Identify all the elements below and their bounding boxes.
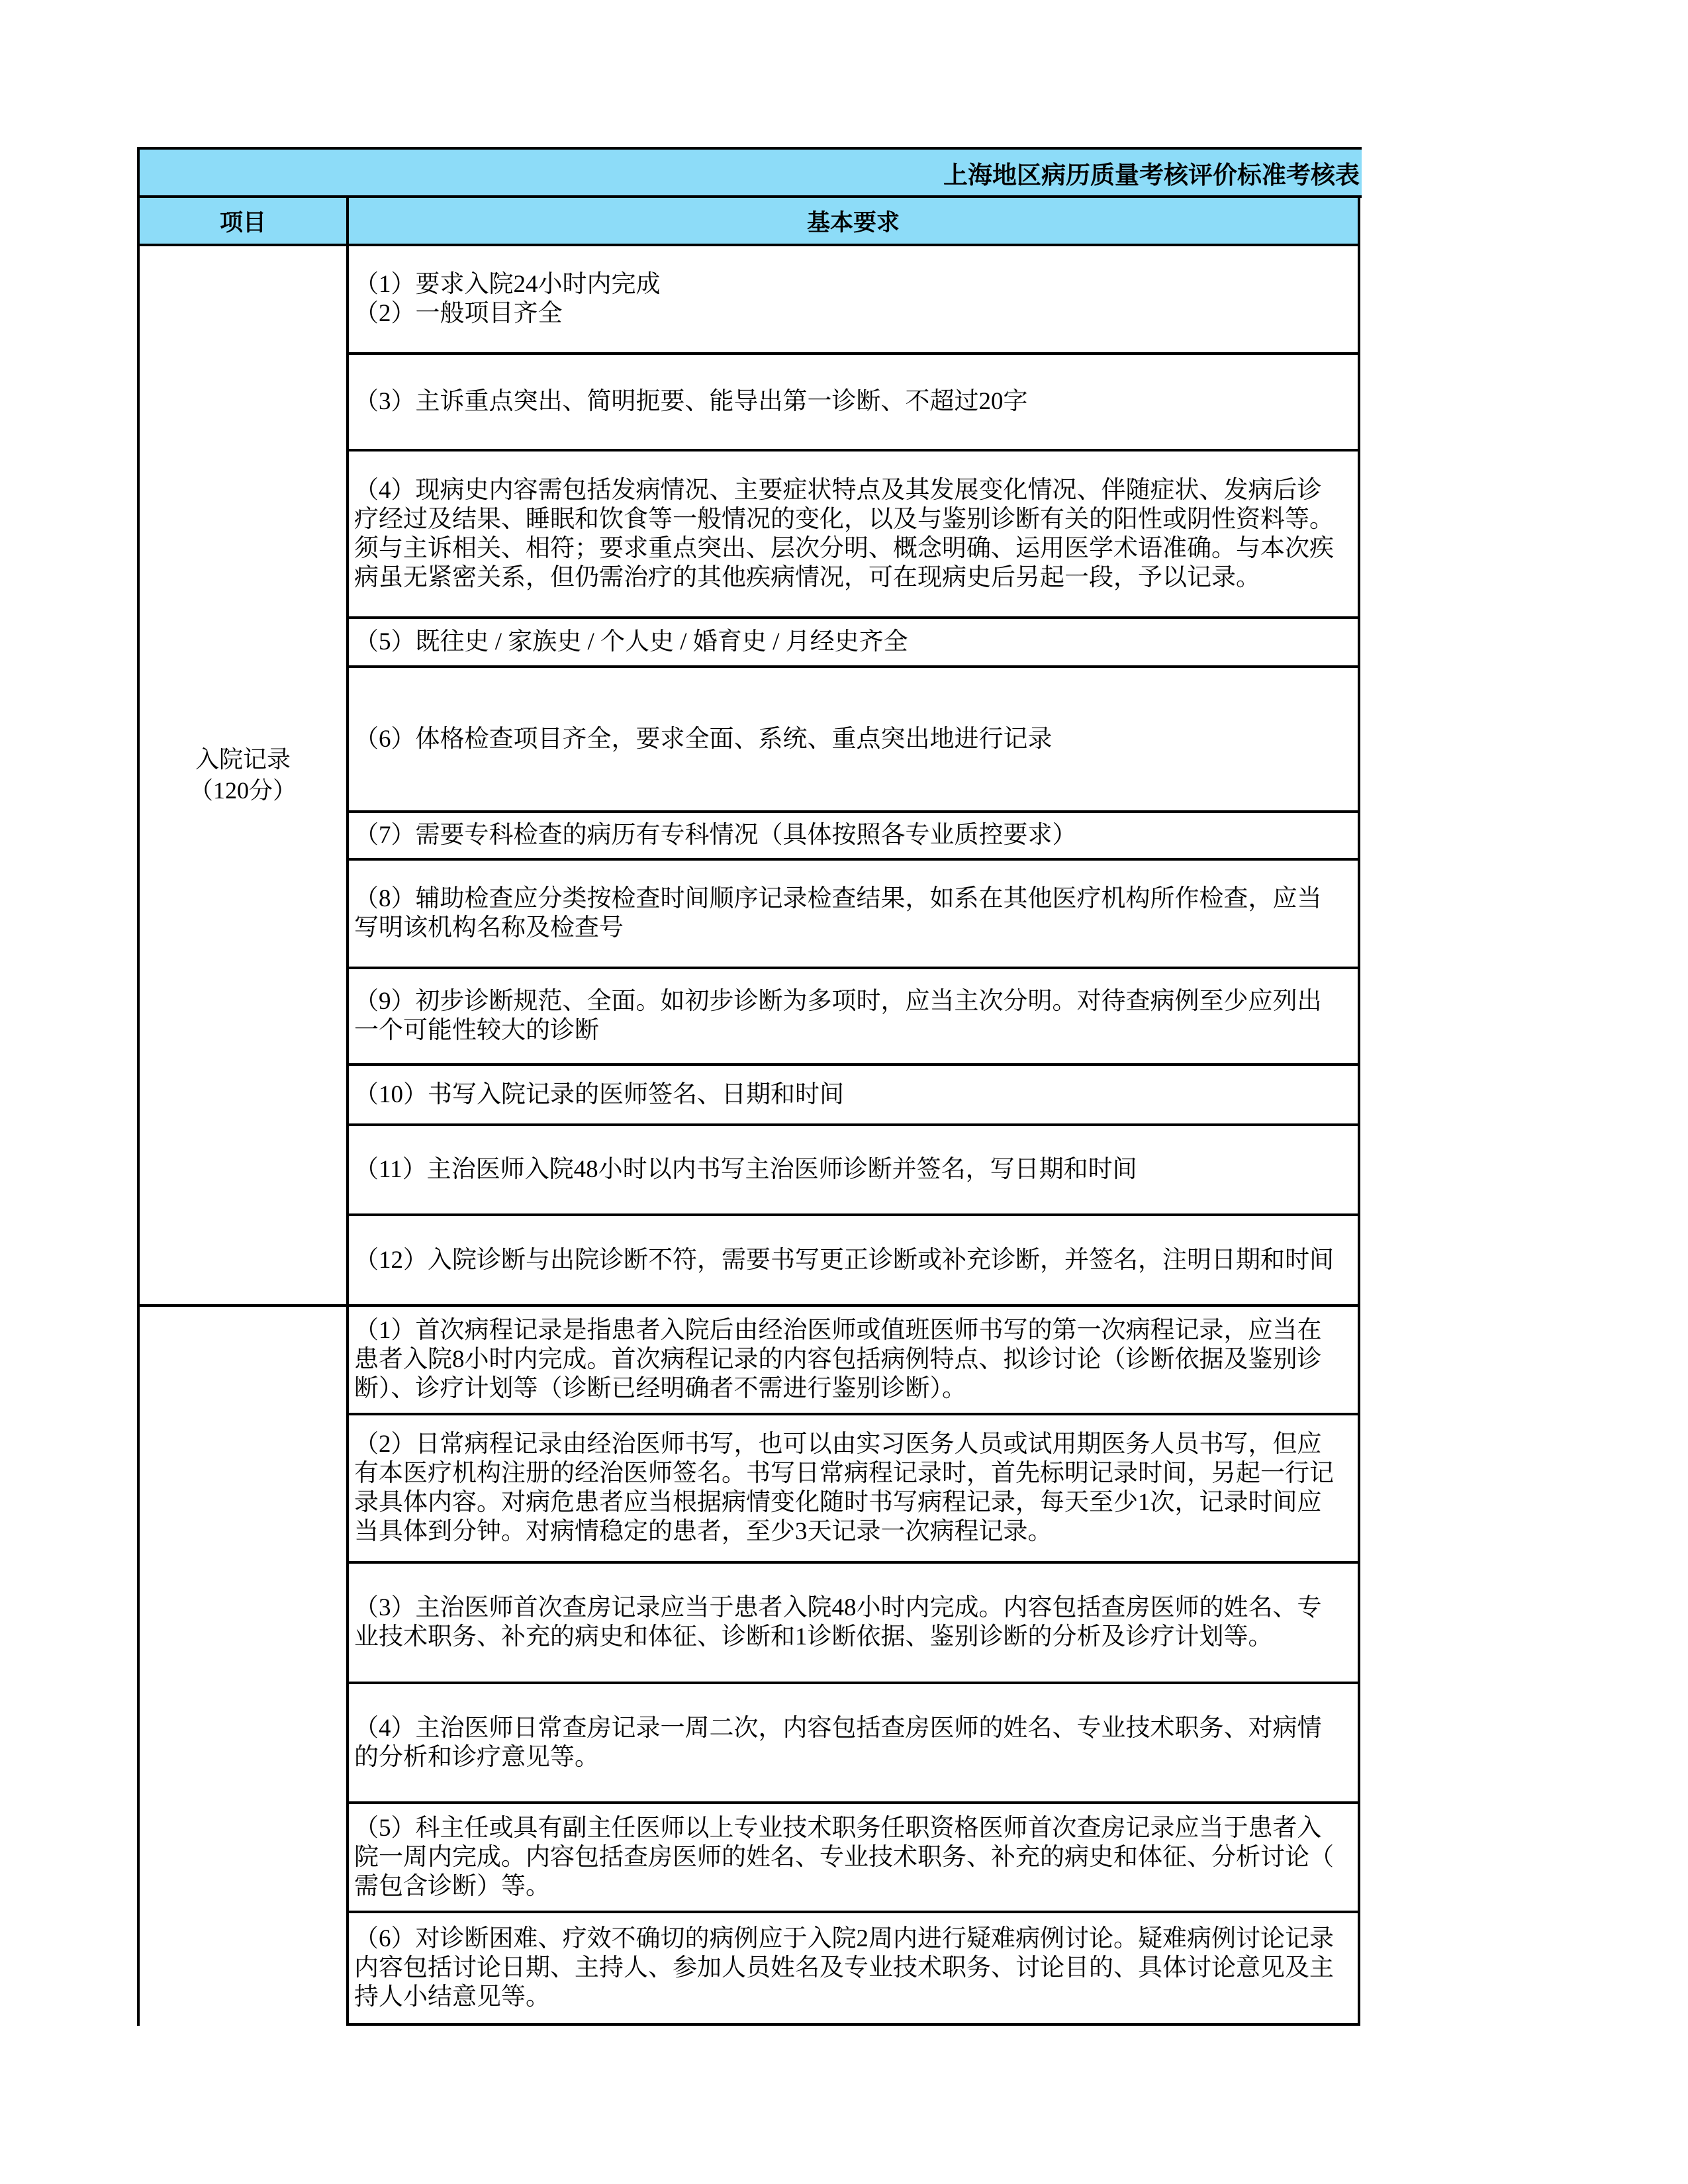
requirement-line: 须与主诉相关、相符；要求重点突出、层次分明、概念明确、运用医学术语准确。与本次疾: [354, 534, 1334, 562]
requirement-row: [346, 810, 1360, 861]
requirement-line: （8）辅助检查应分类按检查时间顺序记录检查结果，如系在其他医疗机构所作检查，应当: [354, 885, 1322, 912]
requirement-row: [346, 1911, 1360, 2026]
requirement-line: 患者入院8小时内完成。首次病程记录的内容包括病例特点、拟诊讨论（诊断依据及鉴别诊: [354, 1346, 1322, 1373]
requirement-row: [346, 858, 1360, 969]
requirement-line: 需包含诊断）等。: [354, 1872, 550, 1900]
requirement-row: [346, 1561, 1360, 1684]
requirement-line: （10）书写入院记录的医师签名、日期和时间: [354, 1080, 844, 1108]
requirement-line: 当具体到分钟。对病情稳定的患者，至少3天记录一次病程记录。: [354, 1518, 1053, 1545]
item-score: （120分）: [189, 777, 297, 804]
table-title: 上海地区病历质量考核评价标准考核表: [943, 162, 1360, 189]
requirement-line: （5）既往史 / 家族史 / 个人史 / 婚育史 / 月经史齐全: [354, 628, 908, 655]
requirement-line: （2）一般项目齐全: [354, 300, 563, 327]
requirement-line: 有本医疗机构注册的经治医师签名。书写日常病程记录时，首先标明记录时间，另起一行记: [354, 1460, 1334, 1487]
requirement-row: [346, 967, 1360, 1066]
requirement-row: [346, 1682, 1360, 1804]
requirement-line: （4）主治医师日常查房记录一周二次，内容包括查房医师的姓名、专业技术职务、对病情: [354, 1714, 1322, 1742]
requirement-line: （5）科主任或具有副主任医师以上专业技术职务任职资格医师首次查房记录应当于患者入: [354, 1814, 1322, 1842]
item-label: 入院记录: [195, 746, 291, 773]
requirement-line: （1）首次病程记录是指患者入院后由经治医师或值班医师书写的第一次病程记录，应当在: [354, 1317, 1322, 1344]
requirement-line: 断）、诊疗计划等（诊断已经明确者不需进行鉴别诊断）。: [354, 1375, 966, 1402]
requirement-row: [346, 1304, 1360, 1415]
requirement-line: 院一周内完成。内容包括查房医师的姓名、专业技术职务、补充的病史和体征、分析讨论（: [354, 1843, 1334, 1871]
requirement-line: 内容包括讨论日期、主持人、参加人员姓名及专业技术职务、讨论目的、具体讨论意见及主: [354, 1954, 1334, 1981]
column-header-requirement: 基本要求: [346, 195, 1360, 246]
requirement-line: （6）体格检查项目齐全，要求全面、系统、重点突出地进行记录: [354, 725, 1053, 753]
requirement-line: （3）主治医师首次查房记录应当于患者入院48小时内完成。内容包括查房医师的姓名、专: [354, 1594, 1322, 1621]
table-title-row: [137, 147, 1362, 198]
requirement-line: 病虽无紧密关系，但仍需治疗的其他疾病情况，可在现病史后另起一段，予以记录。: [354, 563, 1260, 591]
requirement-line: （4）现病史内容需包括发病情况、主要症状特点及其发展变化情况、伴随症状、发病后诊: [354, 476, 1322, 504]
column-header-item: 项目: [137, 195, 349, 246]
requirement-line: （3）主诉重点突出、简明扼要、能导出第一诊断、不超过20字: [354, 388, 1028, 415]
requirement-row: [346, 1413, 1360, 1564]
requirement-line: （1）要求入院24小时内完成: [354, 271, 661, 298]
item-cell-admission-record: [137, 244, 349, 1307]
requirement-row: [346, 1801, 1360, 1913]
requirement-row: [346, 616, 1360, 668]
item-cell-progress-record: [137, 1304, 349, 2026]
requirement-line: 业技术职务、补充的病史和体征、诊断和1诊断依据、鉴别诊断的分析及诊疗计划等。: [354, 1623, 1273, 1650]
requirement-line: （7）需要专科检查的病历有专科情况（具体按照各专业质控要求）: [354, 822, 1077, 849]
requirement-line: （6）对诊断困难、疗效不确切的病例应于入院2周内进行疑难病例讨论。疑难病例讨论记录: [354, 1925, 1334, 1952]
requirement-line: 录具体内容。对病危患者应当根据病情变化随时书写病程记录，每天至少1次，记录时间应: [354, 1489, 1322, 1516]
requirement-line: 疗经过及结果、睡眠和饮食等一般情况的变化，以及与鉴别诊断有关的阳性或阴性资料等。: [354, 505, 1334, 533]
requirement-row: [346, 1213, 1360, 1307]
requirement-line: （12）入院诊断与出院诊断不符，需要书写更正诊断或补充诊断，并签名，注明日期和时间: [354, 1246, 1334, 1274]
requirement-row: [346, 449, 1360, 619]
requirement-line: （9）初步诊断规范、全面。如初步诊断为多项时，应当主次分明。对待查病例至少应列出: [354, 988, 1322, 1015]
requirement-line: （11）主治医师入院48小时以内书写主治医师诊断并签名，写日期和时间: [354, 1156, 1137, 1183]
requirement-line: 持人小结意见等。: [354, 1983, 550, 2011]
requirement-line: 写明该机构名称及检查号: [354, 914, 624, 941]
requirement-row: [346, 352, 1360, 451]
requirement-line: （2）日常病程记录由经治医师书写，也可以由实习医务人员或试用期医务人员书写，但应: [354, 1431, 1322, 1458]
requirement-row: [346, 665, 1360, 813]
requirement-row: [346, 1123, 1360, 1216]
requirement-line: 的分析和诊疗意见等。: [354, 1743, 599, 1771]
requirement-line: 一个可能性较大的诊断: [354, 1017, 599, 1044]
requirement-row: [346, 1063, 1360, 1126]
requirement-row: [346, 244, 1360, 355]
